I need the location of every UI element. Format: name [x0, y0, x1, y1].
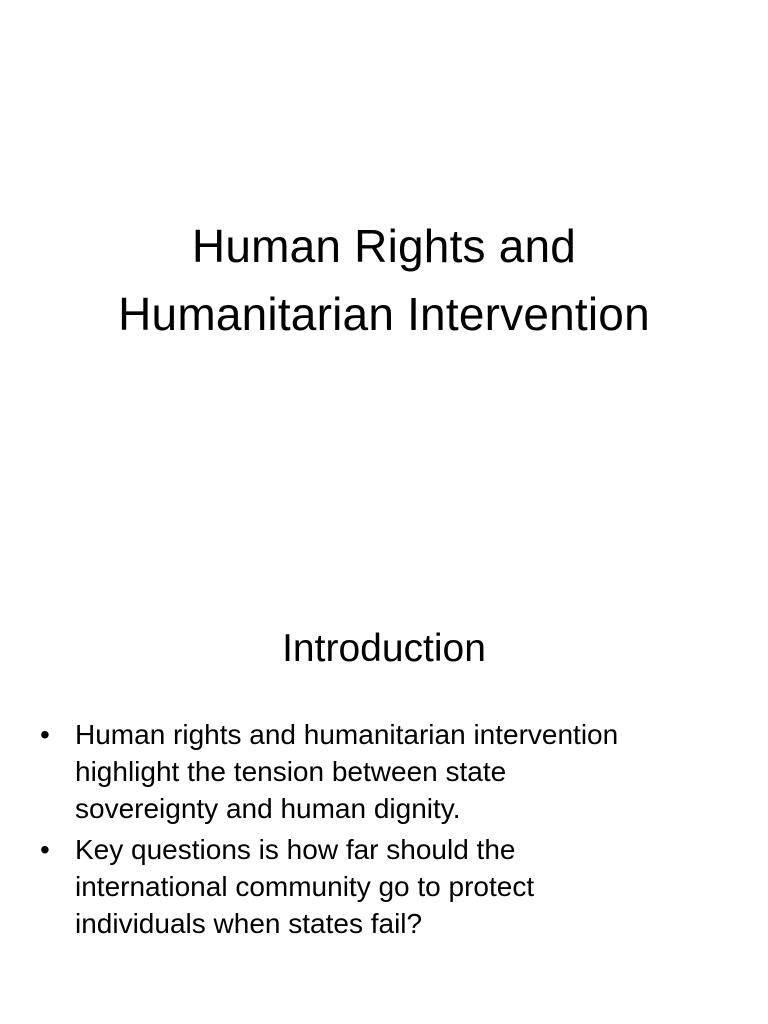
- bullet-icon: •: [40, 719, 50, 750]
- bullet-text-line: sovereignty and human dignity.: [75, 793, 461, 824]
- bullet-text-line: highlight the tension between state: [75, 756, 507, 787]
- slide-title-line: Humanitarian Intervention: [118, 288, 650, 340]
- slide-title-line: Human Rights and: [191, 220, 577, 272]
- bullet-list: [40, 716, 740, 946]
- bullet-text-line: Human rights and humanitarian intervention: [75, 719, 619, 750]
- bullet-item: [40, 716, 740, 827]
- bullet-text-line: individuals when states fail?: [75, 908, 423, 939]
- bullet-item: [40, 831, 740, 942]
- bullet-text-line: Key questions is how far should the: [75, 834, 516, 865]
- slide-heading: Introduction: [282, 627, 486, 670]
- bullet-icon: •: [40, 834, 50, 865]
- bullet-text-line: international community go to protect: [75, 871, 535, 902]
- introduction-slide: [0, 576, 768, 1024]
- slide-title: [40, 212, 728, 348]
